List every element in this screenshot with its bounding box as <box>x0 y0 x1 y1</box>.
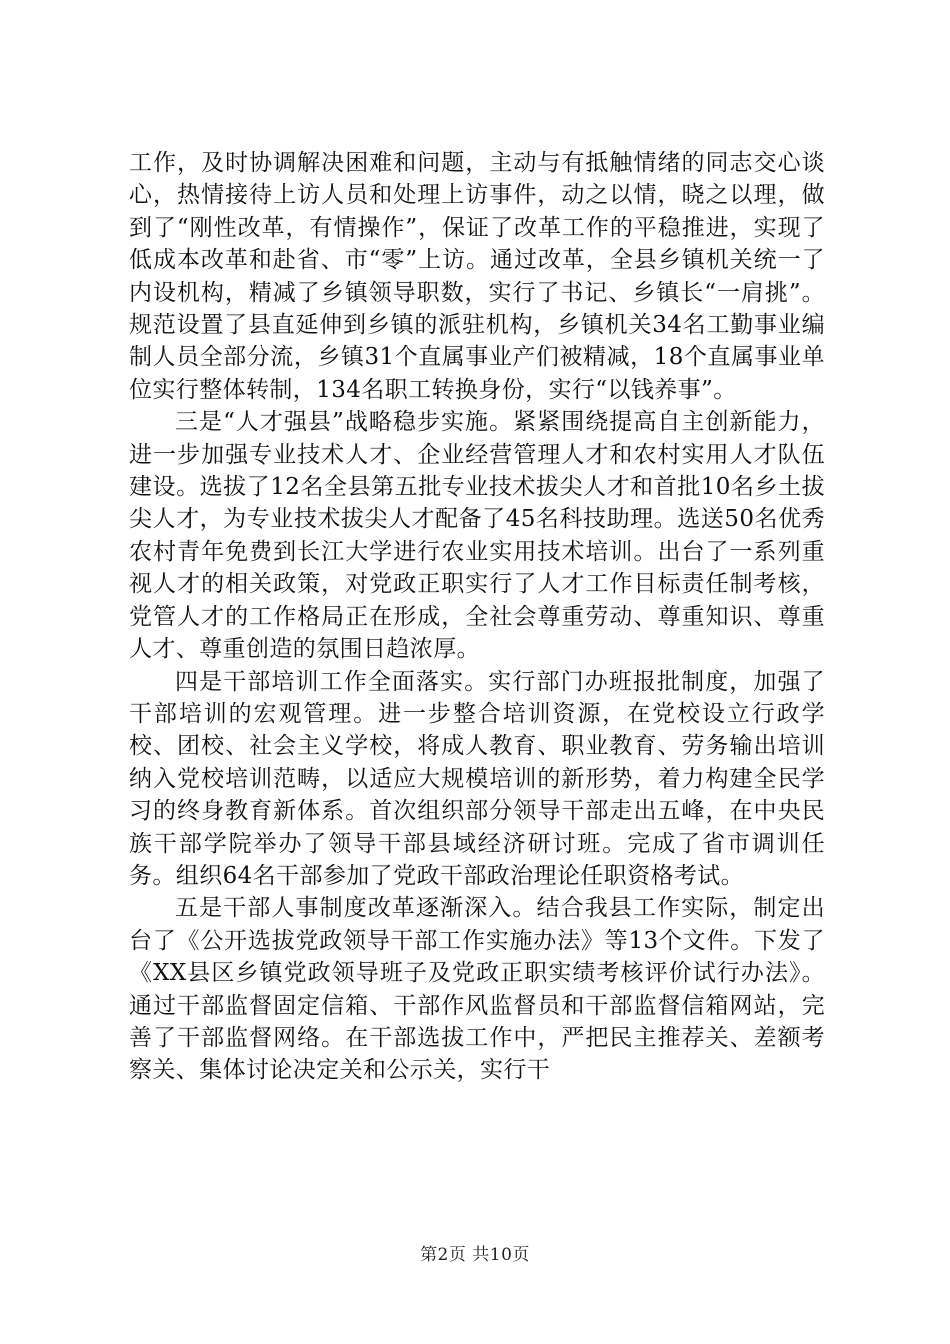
document-body <box>129 147 825 1087</box>
paragraph-continuation: 工作，及时协调解决困难和问题，主动与有抵触情绪的同志交心谈心，热情接待上访人员和处理上访事件，动之以情，晓之以理，做到了“刚性改革，有情操作”，保证了改革工作的平稳推进，实现了低成本改革和赴省、市“零”上访。通过改革，全县乡镇机关统一了内设机构，精减了乡镇领导职数，实行了书记、乡镇长“一肩挑”。规范设置了县直延伸到乡镇的派驻机构，乡镇机关34名工勤事业编制人员全部分流，乡镇31个直属事业产们被精减，18个直属事业单位实行整体转制，134名职工转换身份，实行“以钱养事”。 <box>129 150 825 403</box>
paragraph-personnel-reform: 五是干部人事制度改革逐渐深入。结合我县工作实际，制定出台了《公开选拔党政领导干部工作实施办法》等13个文件。下发了《XX县区乡镇党政领导班子及党政正职实绩考核评价试行办法》。通过干部监督固定信箱、干部作风监督员和干部监督信箱网站，完善了干部监督网络。在干部选拔工作中，严把民主推荐关、差额考察关、集体讨论决定关和公示关，实行干 <box>129 895 825 1084</box>
page-number-footer: 第2页 共10页 <box>420 1245 530 1265</box>
paragraph-cadre-training: 四是干部培训工作全面落实。实行部门办班报批制度，加强了干部培训的宏观管理。进一步整合培训资源，在党校设立行政学校、团校、社会主义学校，将成人教育、职业教育、劳务输出培训纳入党校培训范畴，以适应大规模培训的新形势，着力构建全民学习的终身教育新体系。首次组织部分领导干部走出五峰，在中央民族干部学院举办了领导干部县域经济研讨班。完成了省市调训任务。组织64名干部参加了党政干部政治理论任职资格考试。 <box>129 668 825 889</box>
paragraph-talent-strategy: 三是“人才强县”战略稳步实施。紧紧围绕提高自主创新能力，进一步加强专业技术人才、企业经营管理人才和农村实用人才队伍建设。选拔了12名全县第五批专业技术拔尖人才和首批10名乡土拔尖人才，为专业技术拔尖人才配备了45名科技助理。选送50名优秀农村青年免费到长江大学进行农业实用技术培训。出台了一系列重视人才的相关政策，对党政正职实行了人才工作目标责任制考核，党管人才的工作格局正在形成，全社会尊重劳动、尊重知识、尊重人才、尊重创造的氛围日趋浓厚。 <box>129 409 825 663</box>
